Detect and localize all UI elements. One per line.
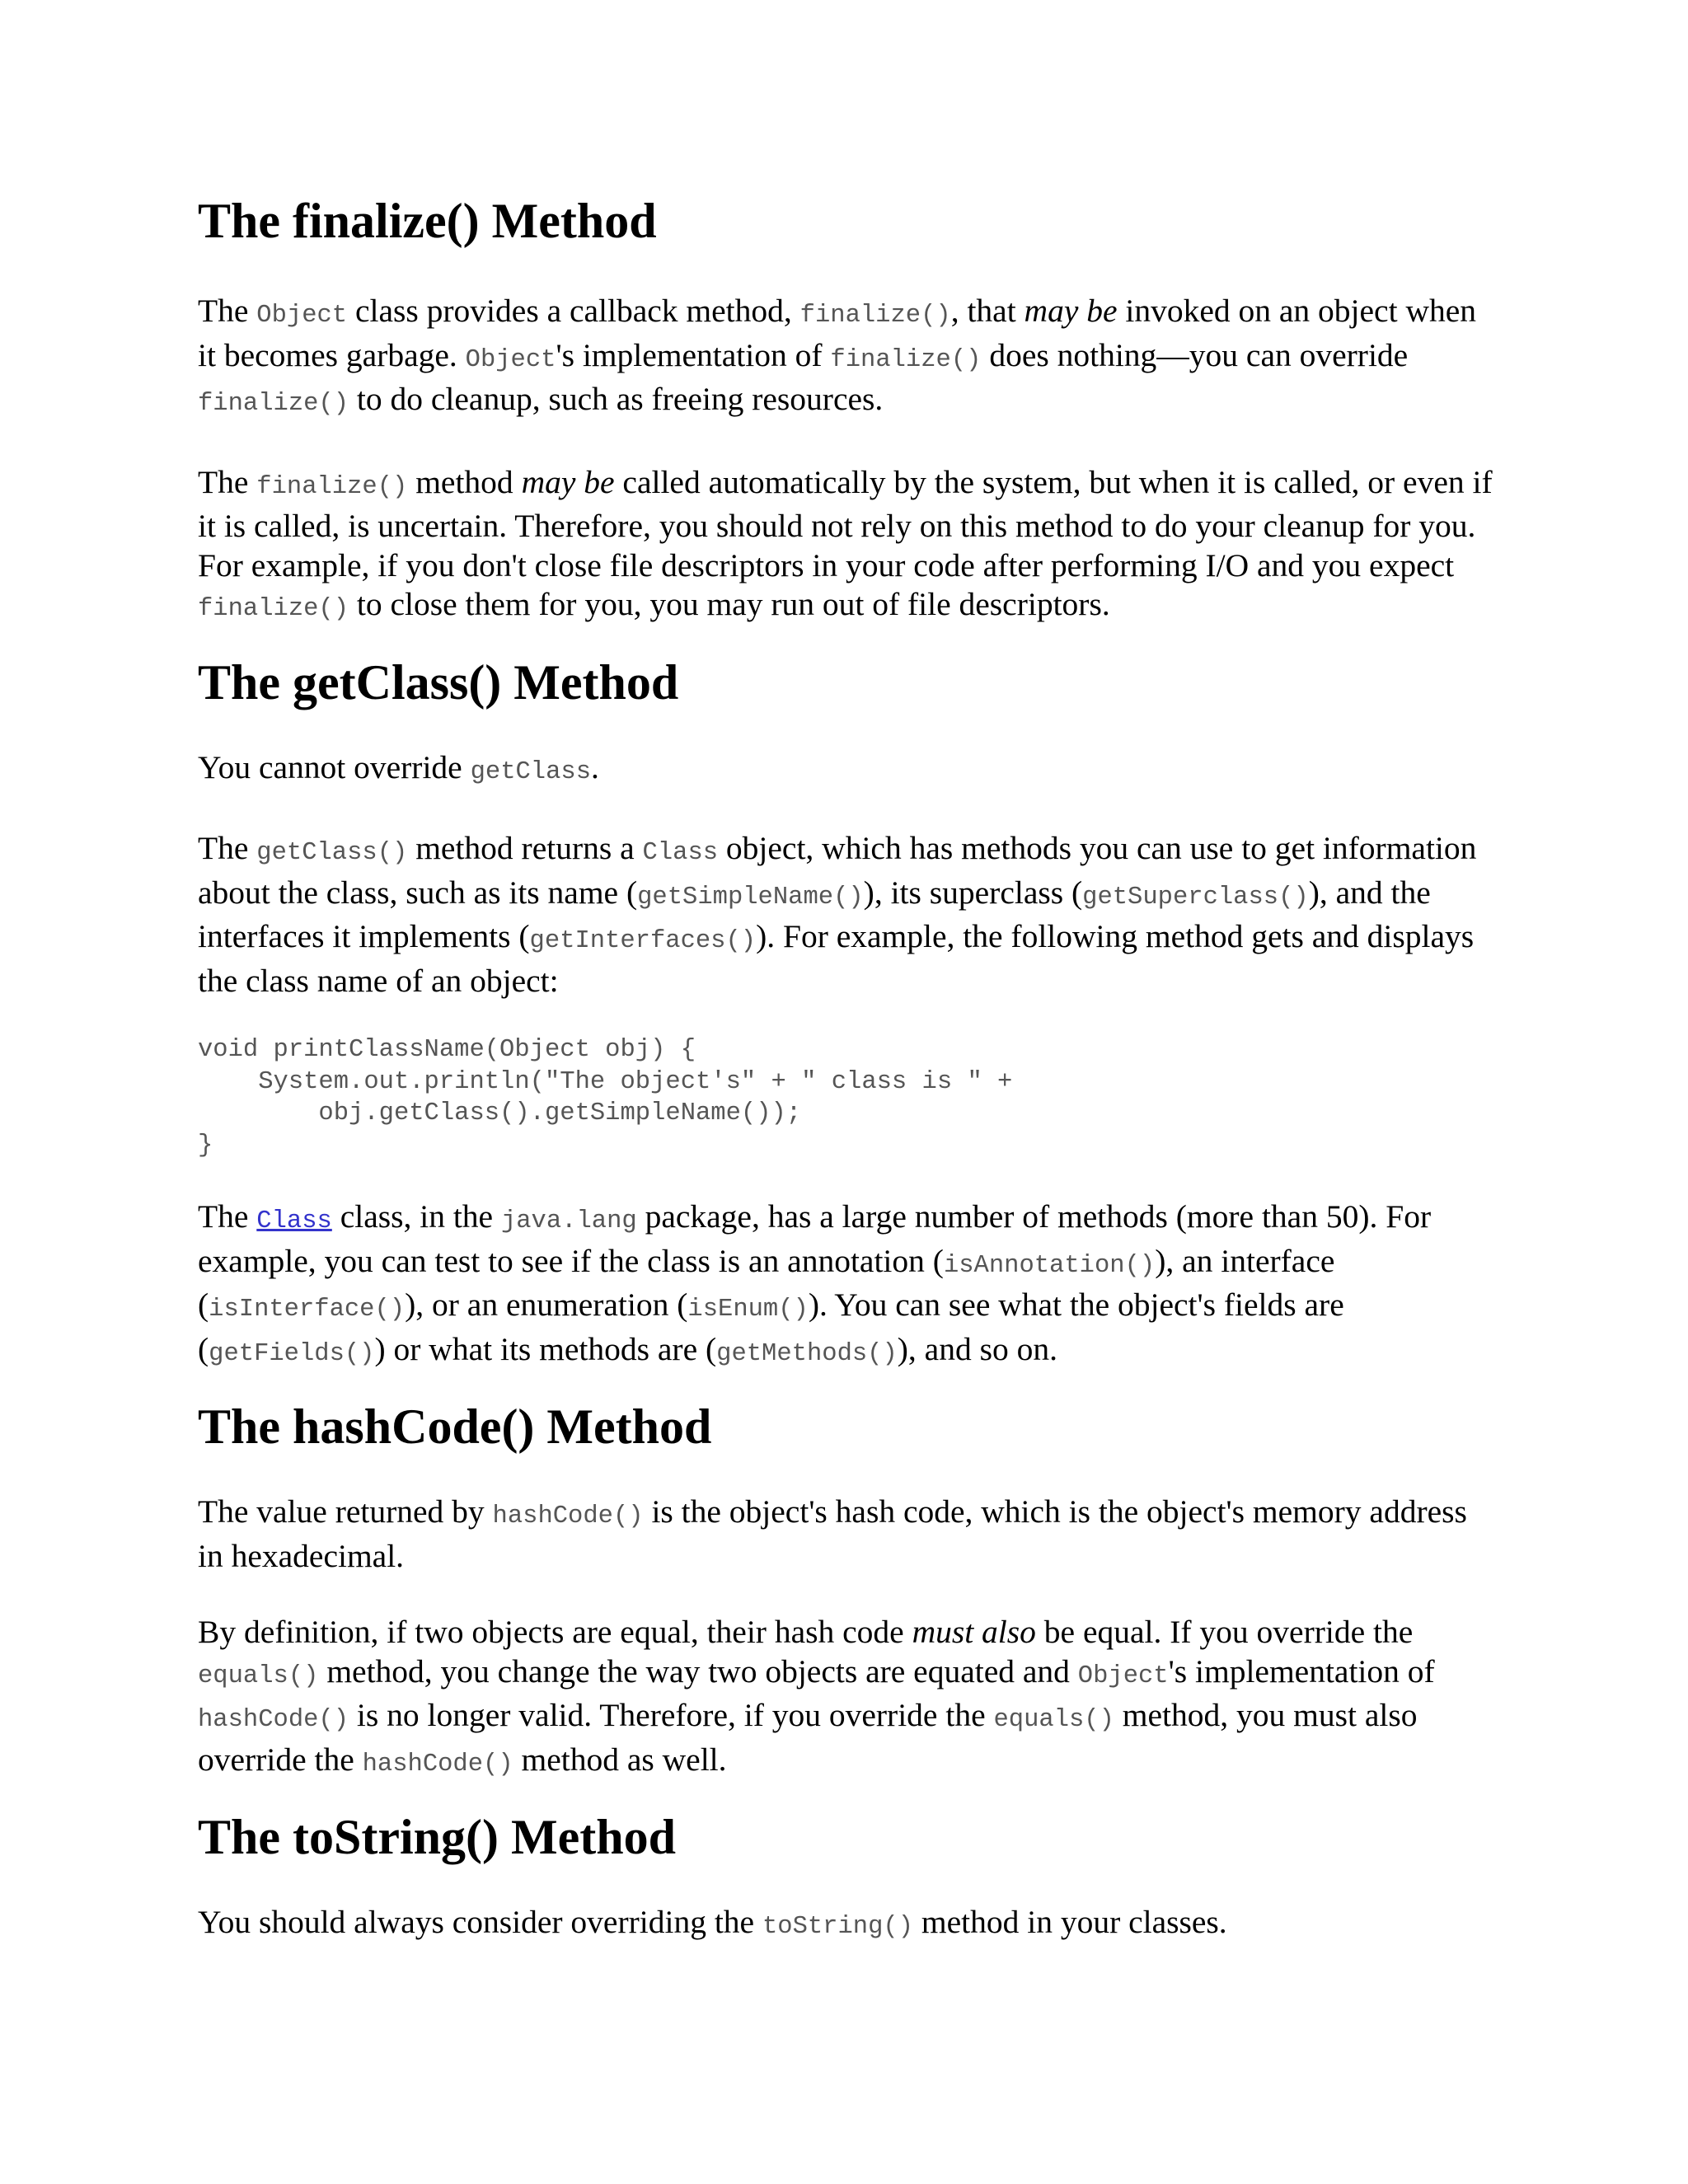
text: method, you must also override the	[198, 1697, 1418, 1778]
text: be equal. If you override the	[1035, 1614, 1414, 1650]
text: is the object's hash code, which is the object's memory address in hexadecimal.	[198, 1493, 1467, 1574]
inline-code: getFields()	[209, 1339, 375, 1368]
inline-code: toString()	[762, 1913, 913, 1941]
emphasis: may be	[1024, 293, 1118, 329]
inline-code: getClass	[470, 757, 592, 786]
paragraph-getclass-note	[198, 748, 1500, 793]
text: class, in the	[331, 1198, 501, 1235]
section-heading-getclass: The getClass() Method	[198, 654, 679, 710]
text: The	[198, 463, 257, 500]
text: The	[198, 830, 257, 866]
text: does nothing—you can override	[981, 336, 1409, 373]
inline-code: Class	[642, 839, 719, 867]
text: ), or an enumeration (	[405, 1286, 688, 1323]
text: ) or what its methods are (	[374, 1330, 717, 1367]
text: ), and so on.	[897, 1330, 1057, 1367]
paragraph-finalize-intro	[198, 292, 1500, 424]
text: method	[407, 463, 522, 500]
section-heading-finalize: The finalize() Method	[198, 194, 657, 248]
paragraph-tostring-advice	[198, 1903, 1500, 1947]
text: method in your classes.	[913, 1904, 1227, 1940]
inline-code: isEnum()	[687, 1296, 809, 1324]
inline-code: Object	[1077, 1661, 1169, 1690]
text: , that	[950, 293, 1025, 329]
paragraph-getclass-description	[198, 829, 1500, 1001]
text: to close them for you, you may run out of file descriptors.	[349, 586, 1110, 622]
inline-code: Object	[256, 302, 348, 330]
code-example: void printClassName(Object obj) { System.out.println("The object's" + " class is " + obj.getClass().getSimpleName()); }	[198, 1036, 1013, 1160]
text: 's implementation of	[556, 336, 831, 373]
inline-code: hashCode()	[492, 1502, 644, 1530]
text: is no longer valid. Therefore, if you override the	[349, 1697, 994, 1733]
text: class provides a callback method,	[347, 293, 800, 329]
text: invoked on an object when it becomes garbage.	[198, 293, 1476, 373]
text: The	[198, 293, 257, 329]
text: By definition, if two objects are equal, their hash code	[198, 1614, 912, 1650]
inline-code: getMethods()	[716, 1339, 898, 1368]
text: package, has a large number of methods (more than 50). For example, you can test to see if the class is an annotation (	[198, 1198, 1432, 1279]
text: 's implementation of	[1168, 1652, 1435, 1690]
text: You cannot override	[198, 748, 471, 785]
inline-code: equals()	[993, 1706, 1114, 1734]
class-link[interactable]	[256, 1198, 332, 1235]
document-page	[198, 191, 1500, 1947]
text: method as well.	[513, 1741, 727, 1778]
text: .	[591, 748, 599, 785]
text: The value returned by	[198, 1493, 493, 1530]
inline-code: equals()	[198, 1661, 319, 1690]
text: ). For example, the following method gets and displays the class name of an object:	[198, 918, 1475, 999]
inline-code: finalize()	[198, 390, 349, 418]
paragraph-finalize-warning	[198, 463, 1500, 630]
emphasis: must also	[912, 1614, 1036, 1650]
text: ), its superclass (	[863, 874, 1083, 911]
paragraph-class-methods	[198, 1197, 1500, 1374]
inline-code: isAnnotation()	[943, 1251, 1156, 1280]
inline-code: getClass()	[256, 839, 408, 867]
inline-code: finalize()	[256, 472, 408, 501]
text: ), an interface (	[198, 1242, 1335, 1323]
text: method, you change the way two objects are equated and	[318, 1652, 1078, 1690]
inline-code: finalize()	[198, 595, 349, 623]
inline-code: hashCode()	[198, 1706, 349, 1734]
text: You should always consider overriding the	[198, 1904, 762, 1940]
section-heading-tostring: The toString() Method	[198, 1810, 676, 1864]
inline-code: getInterfaces()	[529, 927, 757, 955]
text: method returns a	[407, 830, 643, 866]
paragraph-hashcode-value	[198, 1493, 1500, 1576]
inline-code: Object	[465, 345, 556, 374]
emphasis: may be	[521, 463, 615, 500]
section-heading-hashcode: The hashCode() Method	[198, 1399, 712, 1454]
text: The	[198, 1198, 257, 1235]
text: called automatically by the system, but when it is called, or even if it is called, is uncertain. Therefore, you should not rely on this method to do your cleanup for you. For example, if you don't close file descriptors in your code after performing I/O and you expect	[198, 463, 1493, 583]
inline-code: Class	[256, 1207, 332, 1235]
text: ). You can see what the object's fields are (	[198, 1286, 1344, 1367]
inline-code: hashCode()	[362, 1750, 513, 1779]
inline-code: isInterface()	[209, 1296, 406, 1324]
inline-code: getSuperclass()	[1082, 883, 1309, 912]
inline-code: java.lang	[500, 1207, 637, 1235]
paragraph-hashcode-definition	[198, 1613, 1500, 1784]
text: object, which has methods you can use to get information about the class, such as its name (	[198, 830, 1477, 911]
inline-code: getSimpleName()	[637, 883, 864, 912]
text: to do cleanup, such as freeing resources.	[349, 381, 884, 417]
inline-code: finalize()	[799, 302, 951, 330]
inline-code: finalize()	[830, 345, 982, 374]
text: ), and the interfaces it implements (	[198, 874, 1431, 954]
